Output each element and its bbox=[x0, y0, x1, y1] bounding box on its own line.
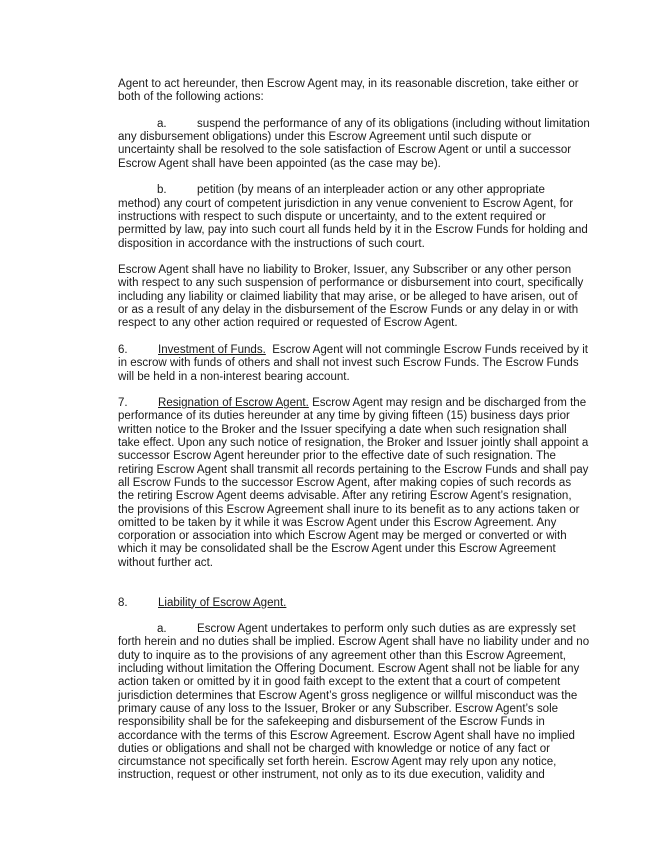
subsection-text: Escrow Agent undertakes to perform only such duties as are expressly set forth herein and no duties shall be implied. Escrow Agent shall have no liability under and no duty to inquire as to the provisions of any agreement other than this Escrow Agreement, including without limitation the Offering Document. Escrow Agent shall not be liable for any action taken or omitted by it in good faith except to the extent that a court of competent jurisdiction determines that Escrow Agent’s gross negligence or willful misconduct was the primary cause of any loss to the Issuer, Broker or any Subscriber. Escrow Agent’s sole responsibility shall be for the safekeeping and disbursement of the Escrow Funds in accordance with the terms of this Escrow Agreement. Escrow Agent shall have no implied duties or obligations and shall not be charged with knowledge or notice of any fact or circumstance not specifically set forth herein. Escrow Agent may rely upon any notice, instruction, request or other instrument, not only as to its due execution, validity and bbox=[118, 623, 590, 782]
subsection-marker: a. bbox=[157, 623, 167, 636]
subsection-a-paragraph bbox=[118, 118, 590, 171]
subsection-marker: a. bbox=[157, 117, 167, 130]
section-number: 6. bbox=[118, 343, 128, 356]
section-number: 7. bbox=[118, 397, 128, 410]
liability-paragraph: Escrow Agent shall have no liability to Broker, Issuer, any Subscriber or any other person with respect to any such suspension of performance or disbursement into court, specifically including any liability or claimed liability that may arise, or be alleged to have arisen, out of or as a result of any delay in the disbursement of the Escrow Funds or any delay in or with respect to any other action required or requested of Escrow Agent. bbox=[118, 264, 584, 330]
section-8-subsection-a-paragraph bbox=[118, 623, 590, 783]
subsection-b-paragraph bbox=[118, 184, 590, 250]
section-text: Escrow Agent will not commingle Escrow Funds received by it in escrow with funds of others and shall not invest such Escrow Funds. The Escrow Funds will be held in a non-interest bearing account. bbox=[118, 343, 588, 383]
document-page bbox=[118, 78, 590, 796]
subsection-marker: b. bbox=[157, 184, 167, 197]
subsection-text: suspend the performance of any of its obligations (including without limitation any disbursement obligations) under this Escrow Agreement until such dispute or uncertainty shall be resolved to the sole satisfaction of Escrow Agent or until a successor Escrow Agent shall have been appointed (as the case may be). bbox=[118, 117, 590, 170]
section-heading: Investment of Funds. bbox=[158, 343, 266, 356]
section-8-heading-line bbox=[118, 597, 590, 610]
section-heading: Resignation of Escrow Agent. bbox=[158, 397, 309, 410]
subsection-text: petition (by means of an interpleader action or any other appropriate method) any court of competent jurisdiction in any venue convenient to Escrow Agent, for instructions with respect to such dispute or uncertainty, and to the extent required or permitted by law, pay into such court all funds held by it in the Escrow Funds for holding and disposition in accordance with the instructions of such court. bbox=[118, 184, 588, 250]
section-heading: Liability of Escrow Agent. bbox=[158, 596, 287, 609]
section-6-paragraph bbox=[118, 344, 590, 384]
section-7-paragraph bbox=[118, 397, 590, 570]
section-text: Escrow Agent may resign and be discharged from the performance of its duties hereunder at any time by giving fifteen (15) business days prior written notice to the Broker and the Issuer specifying a date when such resignation shall take effect. Upon any such notice of resignation, the Broker and Issuer jointly shall appoint a successor Escrow Agent hereunder prior to the effective date of such resignation. The retiring Escrow Agent shall transmit all records pertaining to the Escrow Funds and shall pay all Escrow Funds to the successor Escrow Agent, after making copies of such records as the retiring Escrow Agent deems advisable. After any retiring Escrow Agent’s resignation, the provisions of this Escrow Agreement shall inure to its benefit as to any actions taken or omitted to be taken by it while it was Escrow Agent under this Escrow Agreement. Any corporation or association into which Escrow Agent may be merged or converted or with which it may be consolidated shall be the Escrow Agent under this Escrow Agreement without further act. bbox=[118, 397, 589, 569]
intro-paragraph: Agent to act hereunder, then Escrow Agent may, in its reasonable discretion, take either or both of the following actions: bbox=[118, 78, 579, 104]
section-number: 8. bbox=[118, 596, 128, 609]
